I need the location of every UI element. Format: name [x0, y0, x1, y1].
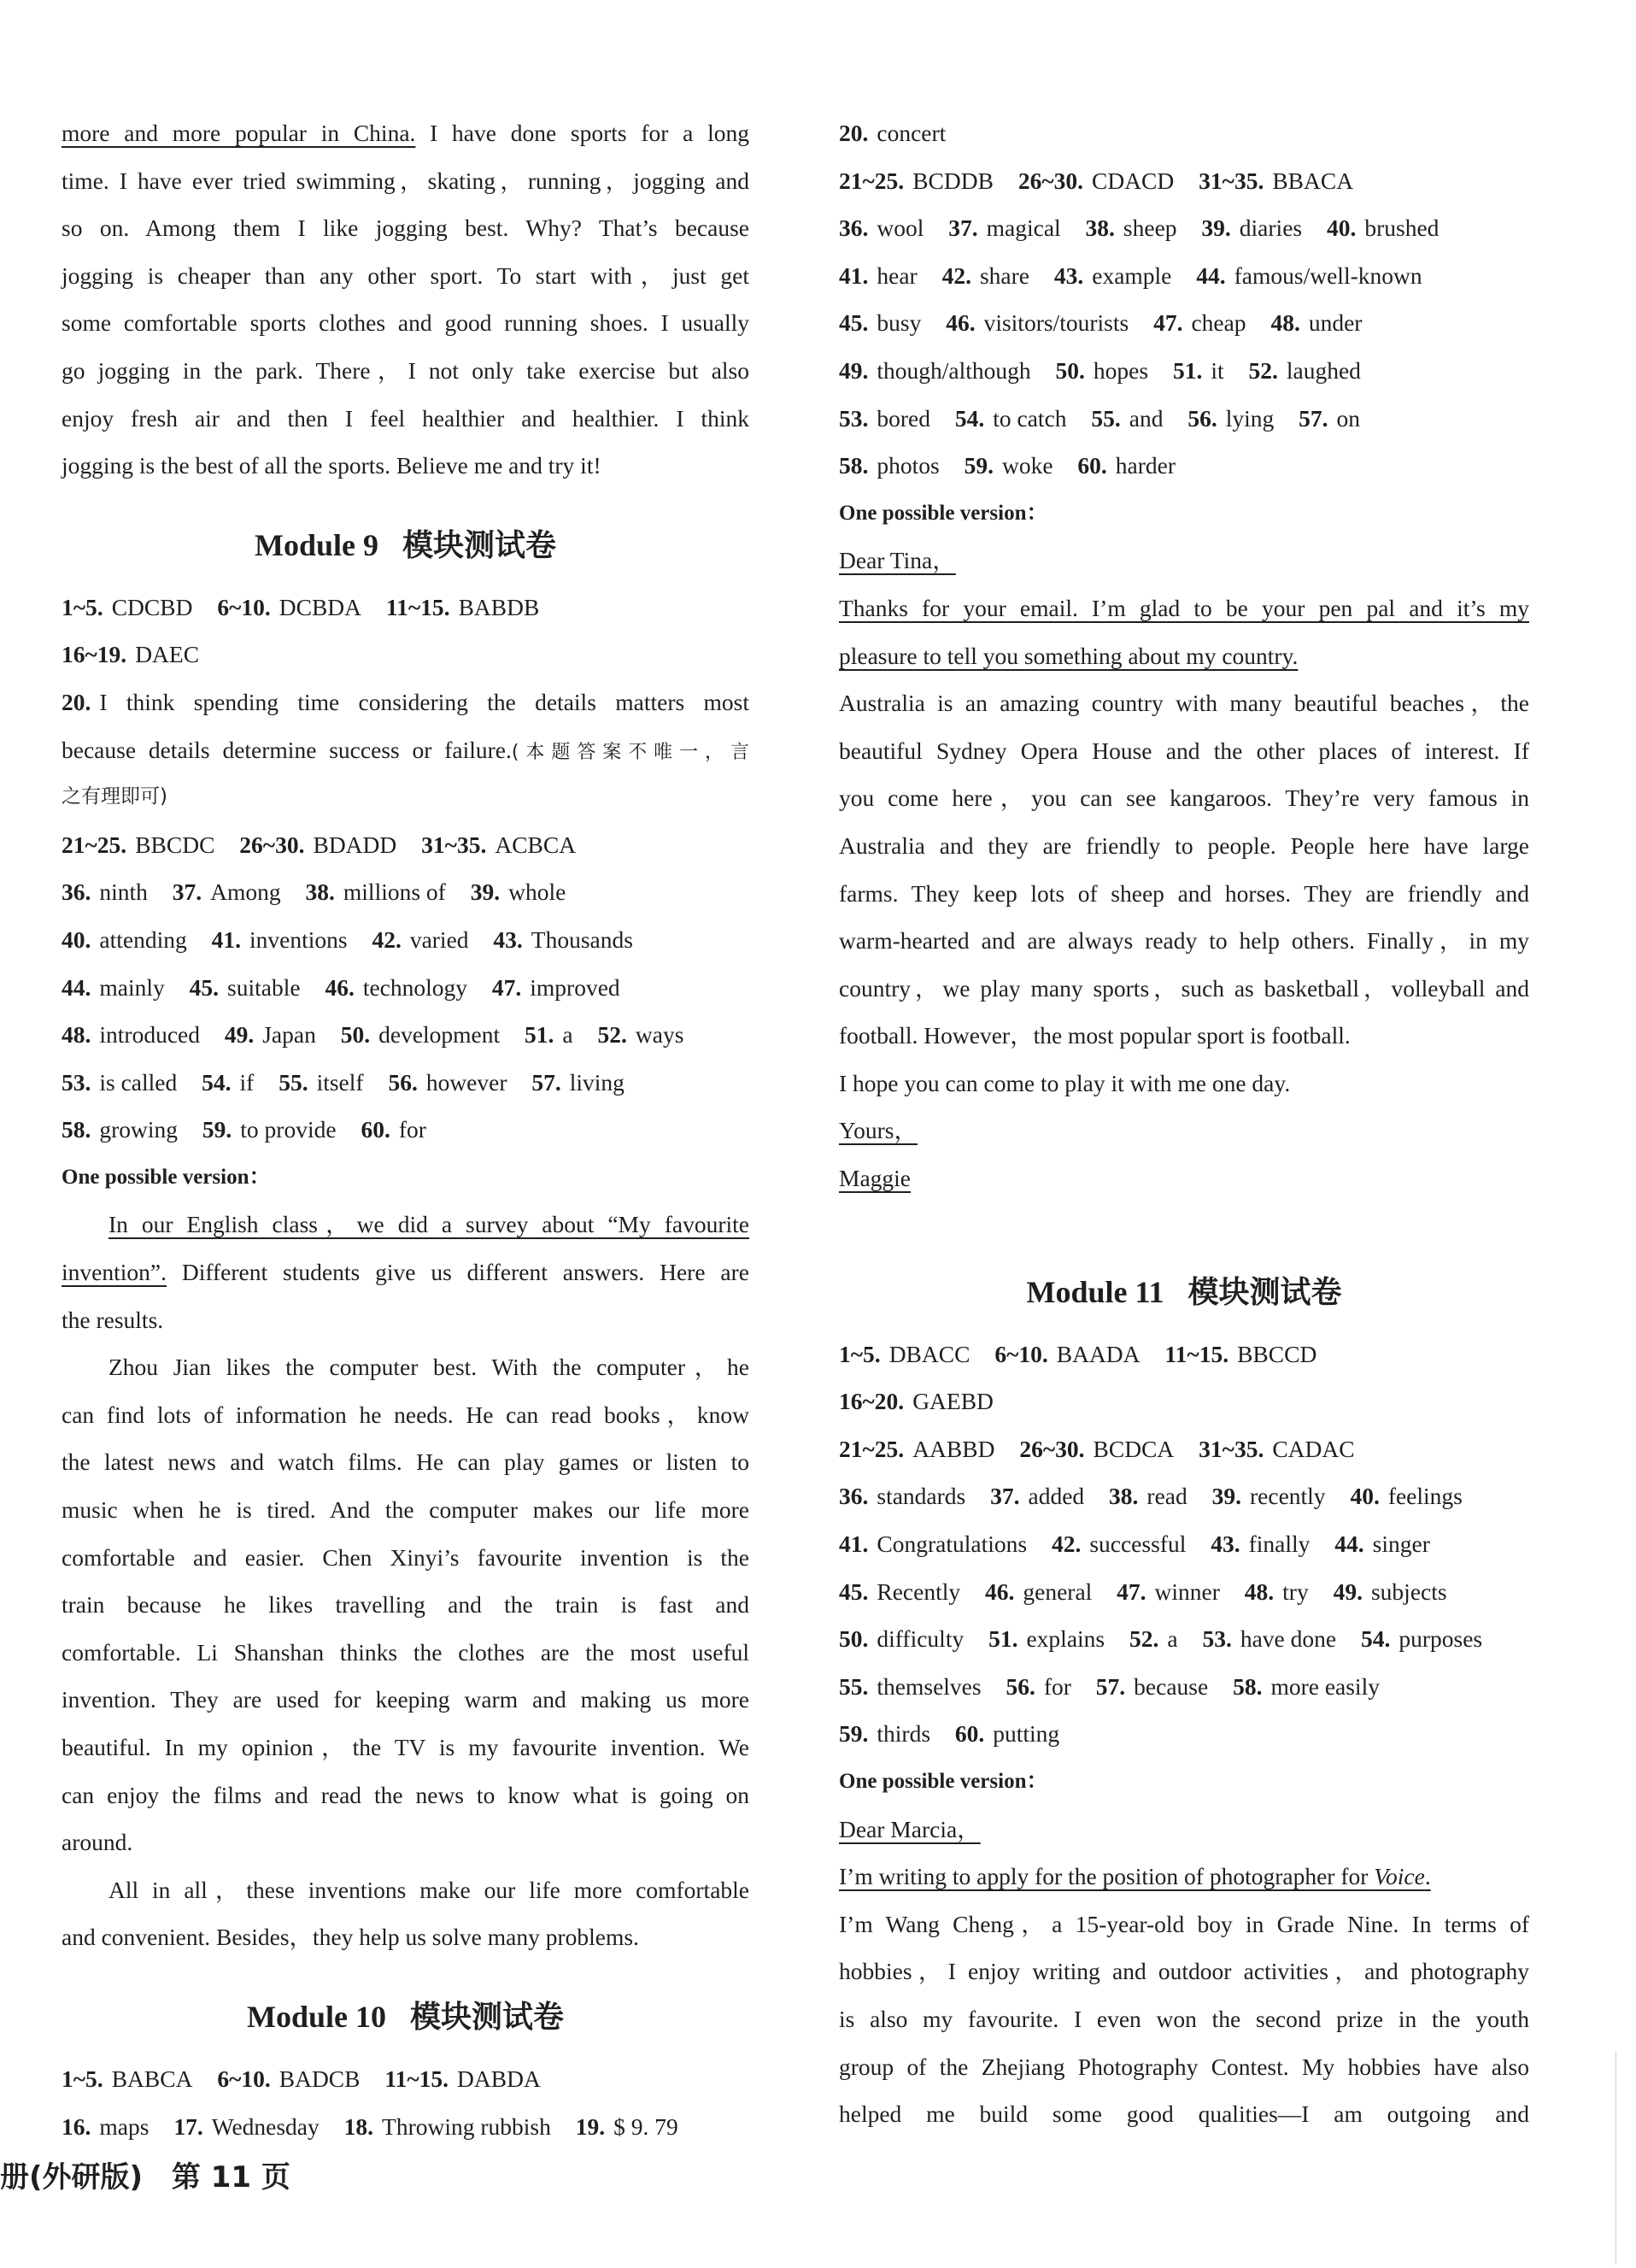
word-answer-row: 53. bored 54. to catch 55. and 56. lying 57. on: [839, 404, 1361, 432]
essay-line: jogging is cheaper than any other sport. To start with，just get: [62, 261, 749, 289]
essay-line: some comfortable sports clothes and good running shoes. I usually: [62, 309, 749, 337]
essay-line: beautiful. In my opinion，the TV is my favourite invention. We: [62, 1734, 749, 1760]
essay-line: pleasure to tell you something about my country.: [839, 642, 1299, 669]
answer-row: 1~5. BABCA 6~10. BADCB 11~15. DABDA: [62, 2065, 541, 2092]
module-9-heading: Module 9 模块测试卷: [254, 527, 557, 563]
essay-line: is also my favourite. I even won the second prize in the youth: [839, 2005, 1529, 2032]
letter-greeting: Dear Tina，: [839, 547, 956, 574]
essay-line: helped me build some good qualities—I am outgoing and: [839, 2101, 1529, 2128]
word-answer-row: 48. introduced 49. Japan 50. development 51. a 52. ways: [62, 1021, 684, 1049]
essay-line: train because he likes travelling and the train is fast and: [62, 1591, 749, 1619]
letter-closing: Yours，: [839, 1117, 918, 1144]
left-column: [62, 109, 749, 2150]
essay-line: can find lots of information he needs. He can read books，know: [62, 1401, 749, 1428]
right-column: [839, 109, 1529, 2138]
module-11-heading: Module 11 模块测试卷: [1026, 1274, 1342, 1310]
page-footer: [0, 2153, 290, 2195]
word-answer-row: 58. photos 59. woke 60. harder: [839, 452, 1176, 479]
essay-line: I hope you can come to play it with me one day.: [839, 1069, 1291, 1096]
spacer: [839, 1202, 1529, 1237]
essay-line: the latest news and watch films. He can play games or listen to: [62, 1448, 749, 1476]
word-answer-row: 16. maps 17. Wednesday 18. Throwing rubbish 19. $ 9. 79: [62, 2112, 678, 2140]
essay-line: you come here，you can see kangaroos. They’re very famous in: [839, 784, 1529, 812]
essay-line: beautiful Sydney Opera House and the other places of interest. If: [839, 737, 1529, 764]
answer-row: 1~5. DBACC 6~10. BAADA 11~15. BBCCD: [839, 1340, 1317, 1367]
answer-row: 16~19. DAEC: [62, 641, 200, 668]
essay-line: so on. Among them I like jogging best. Why? That’s because: [62, 214, 749, 242]
essay-line: Zhou Jian likes the computer best. With the computer，he: [108, 1354, 749, 1381]
essay-line: Australia and they are friendly to people. People here have large: [839, 831, 1529, 859]
essay-line: comfortable and easier. Chen Xinyi’s favourite invention is the: [62, 1543, 749, 1571]
essay-line: around.: [62, 1829, 133, 1856]
essay-line: can enjoy the films and read the news to know what is going on: [62, 1781, 749, 1808]
answer-row: 21~25. BBCDC 26~30. BDADD 31~35. ACBCA: [62, 831, 577, 858]
answer-20-line: 之有理即可): [62, 785, 167, 808]
essay-line: In our English class，we did a survey about “My favourite: [108, 1211, 749, 1238]
word-answer-row: 59. thirds 60. putting: [839, 1720, 1060, 1748]
essay-line: enjoy fresh air and then I feel healthier and healthier. I think: [62, 404, 749, 432]
word-answer-row: 45. Recently 46. general 47. winner 48. try 49. subjects: [839, 1578, 1447, 1605]
essay-line: the results.: [62, 1306, 164, 1333]
essay-line: Australia is an amazing country with many beautiful beaches，the: [839, 690, 1529, 717]
word-answer-row: 44. mainly 45. suitable 46. technology 47. improved: [62, 973, 620, 1001]
essay-line: football. However，the most popular sport is football.: [839, 1022, 1351, 1049]
word-answer-row: 41. Congratulations 42. successful 43. finally 44. singer: [839, 1531, 1430, 1558]
answer-row: 16~20. GAEBD: [839, 1388, 994, 1415]
essay-line: Thanks for your email. I’m glad to be your pen pal and it’s my: [839, 594, 1529, 621]
essay-line: music when he is tired. And the computer makes our life more: [62, 1496, 749, 1524]
word-answer-row: 53. is called 54. if 55. itself 56. however 57. living: [62, 1068, 624, 1096]
essay-line: I’m Wang Cheng，a 15-year-old boy in Grade Nine. In terms of: [839, 1910, 1529, 1937]
word-answer-row: 58. growing 59. to provide 60. for: [62, 1116, 426, 1143]
version-label: One possible version：: [839, 501, 1048, 525]
essay-line: group of the Zhejiang Photography Contest. My hobbies have also: [839, 2053, 1529, 2080]
version-label: One possible version：: [839, 1770, 1048, 1793]
letter-signature: Maggie: [839, 1165, 912, 1192]
letter-greeting: Dear Marcia，: [839, 1815, 981, 1842]
essay-line: farms. They keep lots of sheep and horses. They are friendly and: [839, 879, 1529, 907]
word-answer-row: 45. busy 46. visitors/tourists 47. cheap 48. under: [839, 309, 1363, 337]
word-answer-row: 41. hear 42. share 43. example 44. famous/well-known: [839, 261, 1422, 289]
essay-line: more and more popular in China. I have done sports for a long: [62, 120, 750, 146]
essay-line: All in all，these inventions make our life more comfortable: [108, 1876, 749, 1903]
answer-row: 1~5. CDCBD 6~10. DCBDA 11~15. BABDB: [62, 593, 540, 620]
essay-line: comfortable. Li Shanshan thinks the clothes are the most useful: [62, 1638, 749, 1666]
word-answer-row: 36. standards 37. added 38. read 39. recently 40. feelings: [839, 1483, 1463, 1510]
essay-line: warm-hearted and are always ready to help others. Finally，in my: [839, 927, 1529, 955]
essay-line: jogging is the best of all the sports. Believe me and try it!: [62, 452, 601, 479]
page-edge-line: [1615, 2051, 1616, 2265]
essay-line: invention”. Different students give us different answers. Here are: [62, 1259, 749, 1286]
essay-line: and convenient. Besides，they help us solve many problems.: [62, 1924, 639, 1951]
answer-20-line: 20. I think spending time considering the details matters most: [62, 688, 749, 715]
version-label: One possible version：: [62, 1165, 271, 1189]
word-answer-row: 50. difficulty 51. explains 52. a 53. have done 54. purposes: [839, 1625, 1483, 1653]
word-answer-row: 55. themselves 56. for 57. because 58. more easily: [839, 1672, 1380, 1700]
answer-row: 21~25. BCDDB 26~30. CDACD 31~35. BBACA: [839, 167, 1354, 194]
essay-line: go jogging in the park. There，I not only take exercise but also: [62, 356, 749, 384]
essay-line: invention. They are used for keeping warm and making us more: [62, 1686, 749, 1713]
word-answer-row: 20. concert: [839, 120, 947, 146]
essay-line: I’m writing to apply for the position of photographer for Voice.: [839, 1863, 1431, 1890]
word-answer-row: 49. though/although 50. hopes 51. it 52. laughed: [839, 356, 1361, 384]
essay-line: country，we play many sports，such as basketball，volleyball and: [839, 974, 1529, 1002]
word-answer-row: 36. wool 37. magical 38. sheep 39. diaries 40. brushed: [839, 214, 1440, 242]
page-number: 第 11 页: [171, 2160, 290, 2195]
answer-row: 21~25. AABBD 26~30. BCDCA 31~35. CADAC: [839, 1435, 1355, 1462]
word-answer-row: 36. ninth 37. Among 38. millions of 39. whole: [62, 878, 566, 906]
book-edition: 册(外研版): [0, 2160, 144, 2195]
answer-20-line: because details determine success or failure.(本题答案不唯一，言: [62, 736, 749, 763]
essay-line: hobbies，I enjoy writing and outdoor activities，and photography: [839, 1958, 1529, 1985]
module-10-heading: Module 10 模块测试卷: [246, 1999, 565, 2035]
essay-line: time. I have ever tried swimming，skating，running，jogging and: [62, 167, 749, 194]
word-answer-row: 40. attending 41. inventions 42. varied 43. Thousands: [62, 925, 633, 953]
